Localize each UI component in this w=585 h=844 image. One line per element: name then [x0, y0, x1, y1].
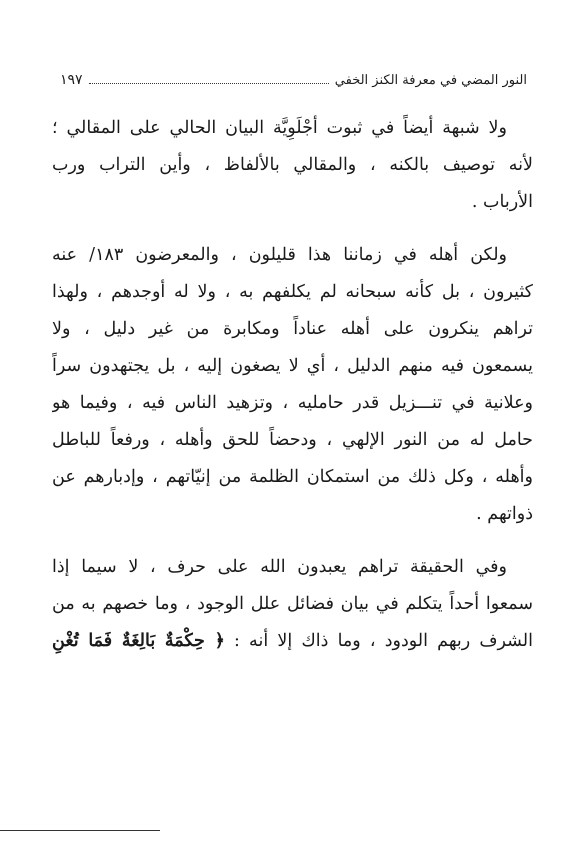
running-title: النور المضي في معرفة الكنز الخفي	[334, 73, 527, 88]
page-header	[60, 62, 527, 88]
text-line: الأرباب .	[471, 192, 533, 212]
page-number: ١٩٧	[60, 72, 83, 88]
text-line: حامل له من النور الإلهي ، ودحضاً للحق وأهله ، ورفعاً للباطل	[52, 430, 533, 450]
text-line: لأنه توصيف بالكنه ، والمقالي بالألفاظ ، وأين التراب ورب	[52, 155, 533, 175]
quran-quote: ﴿ حِكْمَةٌ بَالِغَةٌ فَمَا تُغْنِ	[52, 631, 225, 651]
text-segment: الشرف ربهم الودود ، وما ذاك إلا أنه :	[234, 631, 533, 651]
dotted-leader	[89, 82, 329, 84]
text-line-with-quote	[52, 623, 533, 660]
text-line: ذواتهم .	[476, 504, 533, 524]
text-line: تراهم ينكرون على أهله عناداً ومكابرة من غير دليل ، ولا	[52, 319, 533, 339]
text-line: ولكن أهله في زماننا هذا قليلون ، والمعرضون ١٨٣/ عنه	[52, 245, 507, 265]
text-line: كثيرون ، بل كأنه سبحانه لم يكلفهم به ، ولا له أوجدهم ، ولهذا	[52, 282, 533, 302]
page-body	[52, 110, 533, 660]
text-line: وأهله ، وكل ذلك من استمكان الظلمة من إنيّاتهم ، وإدبارهم عن	[52, 467, 533, 487]
footnote-rule	[0, 830, 160, 831]
text-line: ولا شبهة أيضاً في ثبوت أجْلَوِيَّة البيان الحالي على المقالي ؛	[52, 118, 507, 138]
text-line: وعلانية في تنـــزيل قدر حامليه ، وتزهيد الناس فيه ، وفيما هو	[52, 393, 533, 413]
text-line: سمعوا أحداً يتكلم في بيان فضائل علل الوجود ، وما خصهم به من	[52, 594, 533, 614]
text-line: يسمعون فيه منهم الدليل ، أي لا يصغون إليه ، بل يجتهدون سراً	[52, 356, 533, 376]
text-line: وفي الحقيقة تراهم يعبدون الله على حرف ، لا سيما إذا	[52, 557, 507, 577]
